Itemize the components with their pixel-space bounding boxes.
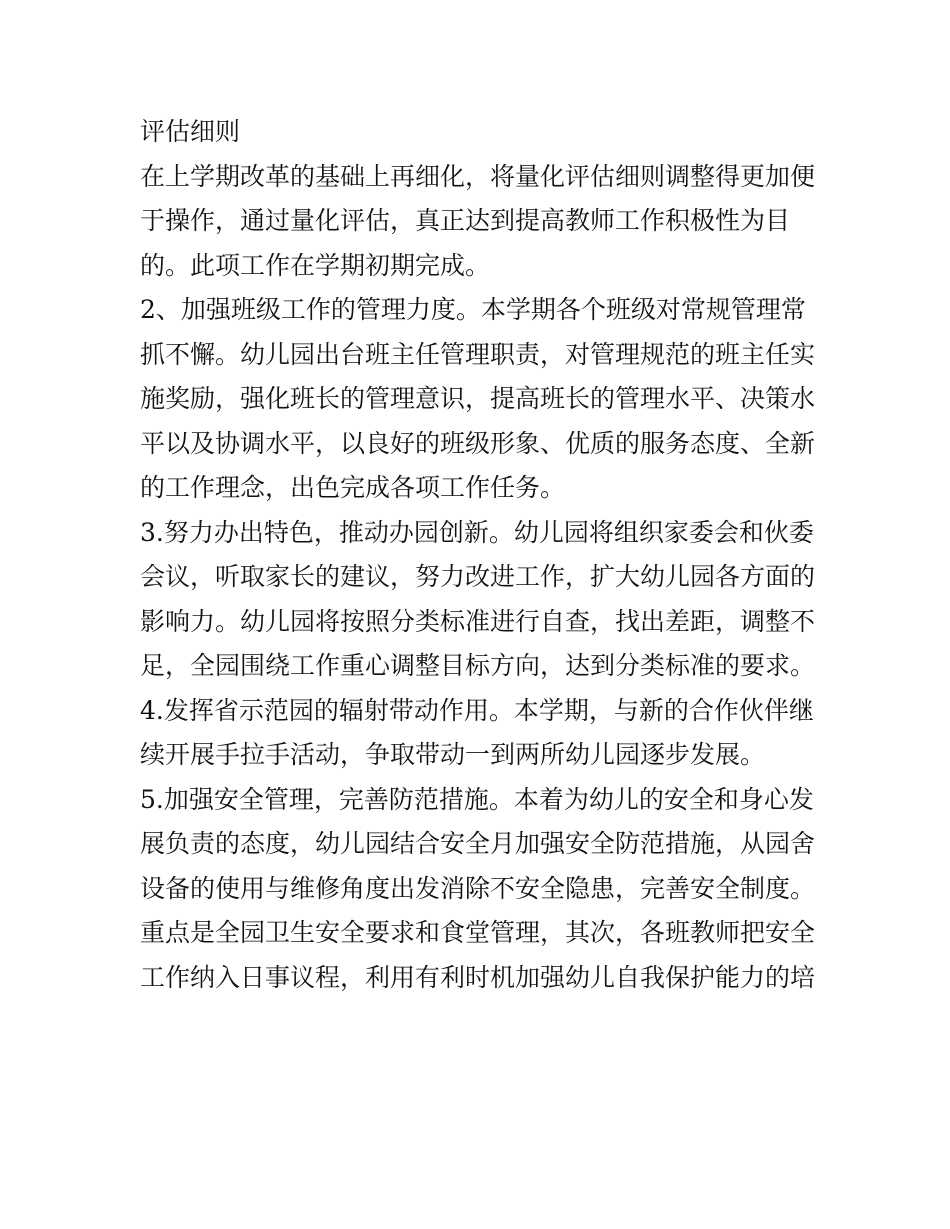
text-line: 工作纳入日事议程，利用有利时机加强幼儿自我保护能力的培 — [140, 962, 816, 992]
text-line: 5.加强安全管理，完善防范措施。本着为幼儿的安全和身心发 — [140, 784, 814, 814]
text-line: 2、加强班级工作的管理力度。本学期各个班级对常规管理常 — [140, 295, 806, 324]
text-line: 4.发挥省示范园的辐射带动作用。本学期，与新的合作伙伴继 — [140, 695, 814, 725]
text-line: 抓不懈。幼儿园出台班主任管理职责，对管理规范的班主任实 — [140, 339, 816, 369]
text-line: 的工作理念，出色完成各项工作任务。 — [140, 473, 566, 502]
text-line: 展负责的态度，幼儿园结合安全月加强安全防范措施，从园舍 — [140, 829, 816, 858]
text-line: 于操作，通过量化评估，真正达到提高教师工作积极性为目 — [140, 206, 791, 235]
text-line: 的。此项工作在学期初期完成。 — [140, 250, 491, 280]
text-line: 续开展手拉手活动，争取带动一到两所幼儿园逐步发展。 — [140, 740, 766, 769]
text-line: 施奖励，强化班长的管理意识，提高班长的管理水平、决策水 — [140, 384, 816, 413]
text-line: 重点是全园卫生安全要求和食堂管理，其次，各班教师把安全 — [140, 918, 816, 947]
text-line: 设备的使用与维修角度出发消除不安全隐患，完善安全制度。 — [140, 873, 816, 903]
text-line: 平以及协调水平，以良好的班级形象、优质的服务态度、全新 — [140, 428, 816, 458]
text-line: 3.努力办出特色，推动办园创新。幼儿园将组织家委会和伙委 — [140, 517, 814, 547]
text-line: 会议，听取家长的建议，努力改进工作，扩大幼儿园各方面的 — [140, 562, 816, 591]
document-body — [140, 110, 820, 1000]
section-heading: 评估细则 — [140, 117, 241, 146]
text-line: 在上学期改革的基础上再细化，将量化评估细则调整得更加便 — [140, 161, 816, 191]
text-line: 影响力。幼儿园将按照分类标准进行自查，找出差距，调整不 — [140, 606, 816, 636]
text-line: 足，全园围绕工作重心调整目标方向，达到分类标准的要求。 — [140, 651, 816, 680]
